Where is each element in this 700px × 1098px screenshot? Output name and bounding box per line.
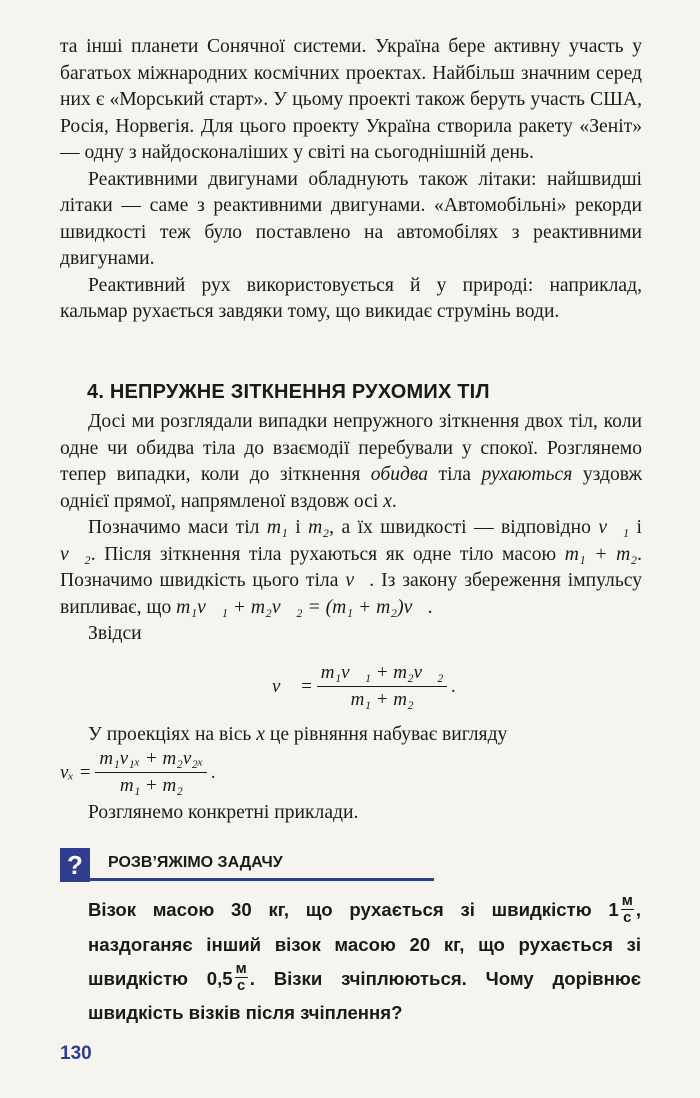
- text-span: .: [391, 490, 397, 512]
- text-span: тіла: [428, 464, 482, 485]
- section-heading: 4. НЕПРУЖНЕ ЗІТКНЕННЯ РУХОМИХ ТІЛ: [87, 381, 490, 403]
- task-header: [60, 848, 372, 882]
- axis-symbol: x: [256, 724, 265, 745]
- paragraph-nature: Реактивний рух використовується й у природі: наприклад, кальмар рухається завдяки тому, що викидає струмінь води.: [60, 274, 642, 322]
- paragraph-projection: [60, 722, 642, 749]
- page-number: 130: [60, 1043, 92, 1064]
- text-span: У проекціях на вісь: [88, 724, 257, 745]
- question-icon: ?: [60, 848, 90, 882]
- text-span: і: [629, 517, 643, 538]
- formula-denominator: m₁ + m₂: [350, 689, 414, 710]
- formula-end: .: [451, 675, 457, 697]
- paragraph-examples: Розглянемо конкретні приклади.: [88, 802, 359, 823]
- formula-fraction: [95, 748, 207, 797]
- examples-paragraph: [60, 800, 642, 827]
- paragraph-space-programs: та інші планети Сонячної системи. Україна бере активну участь у багатьох міжнародних космічних проектах. Найбільш значним серед них є «Морський старт». У цьому проекті також беруть участь США, Росія, Норвегія. Для цього проекту Україна створила ракету «Зеніт» — одну з найдосконаліших у світі на сьогоднішній день.: [60, 36, 642, 163]
- task-title: РОЗВ’ЯЖІМО ЗАДАЧУ: [108, 854, 283, 871]
- formula-fraction: [317, 662, 448, 711]
- section-body: [60, 409, 642, 648]
- velocity-formula: [272, 662, 456, 711]
- text-span: . Із закону збереження імпульсу випливає, що: [60, 570, 642, 618]
- unit-denominator: с: [237, 977, 246, 995]
- text-span: . Візки зчіплюються. Чому дорівнює швидкість візків після зчіплення?: [88, 967, 641, 1024]
- formula-lhs: v⃗ =: [272, 675, 313, 697]
- mass-sum: m₁ + m₂: [564, 543, 638, 565]
- unit-fraction: [621, 893, 634, 926]
- formula-end: .: [211, 761, 217, 783]
- formula-lhs: vₓ =: [60, 761, 92, 783]
- velocity-symbol: v⃗₁: [598, 517, 630, 538]
- task-problem: [88, 893, 641, 1030]
- formula-numerator: m₁v⃗₁ + m₂v⃗₂: [317, 662, 448, 687]
- formula-numerator: m₁v₁ₓ + m₂v₂ₓ: [95, 748, 207, 773]
- projection-paragraph: [60, 722, 642, 749]
- momentum-equation: m₁v⃗₁ + m₂v⃗₂ = (m₁ + m₂)v⃗: [176, 596, 428, 618]
- paragraph-jet-aircraft: Реактивними двигунами обладнують також літаки: найшвидші літаки — саме з реактивними двигунами. «Автомобільні» рекорди швидкості теж було поставлено на автомобілях з реактивними двигунами.: [60, 168, 642, 269]
- formula-denominator: m₁ + m₂: [119, 775, 183, 796]
- unit-denominator: с: [623, 908, 632, 926]
- projection-formula: [60, 748, 216, 797]
- text-span: . Позначимо швидкість цього тіла: [60, 543, 642, 591]
- paragraph-intro-collision: [60, 409, 642, 515]
- emphasis-text: обидва: [370, 464, 429, 485]
- intro-paragraphs: [60, 34, 642, 326]
- paragraph-hence: Звідси: [88, 623, 142, 644]
- unit-numerator: м: [235, 960, 247, 978]
- text-span: .: [427, 596, 433, 618]
- mass-symbol: m₁: [266, 517, 288, 538]
- text-span: і: [287, 517, 309, 538]
- velocity-symbol: v⃗₂: [60, 543, 91, 565]
- text-span: Позначимо маси тіл: [88, 517, 267, 538]
- text-span: , наздоганяє інший візок масою 20 кг, що рухається зі швидкістю 0,5: [88, 899, 641, 989]
- text-span: уздовж однієї прямої, напрямленої вздовж осі: [60, 464, 642, 512]
- unit-numerator: м: [621, 891, 633, 909]
- text-span: . Після зіткнення тіла рухаються як одне тіло масою: [90, 543, 565, 565]
- unit-fraction: [235, 961, 248, 994]
- text-span: Досі ми розглядали випадки непружного зіткнення двох тіл, коли одне чи обидва тіла до взаємодії перебували у спокої. Розглянемо тепер випадки, коли до зіткнення: [60, 411, 642, 485]
- mass-symbol: m₂: [308, 517, 330, 538]
- text-span: , а їх швидкості — відповідно: [329, 517, 599, 538]
- paragraph-notation: [60, 515, 642, 621]
- axis-symbol: x: [383, 490, 392, 512]
- text-span: Візок масою 30 кг, що рухається зі швидкістю 1: [88, 899, 619, 920]
- text-span: це рівняння набуває вигляду: [264, 724, 508, 745]
- velocity-symbol: v⃗: [345, 570, 370, 591]
- task-underline: [90, 878, 434, 881]
- emphasis-text: рухаються: [481, 464, 573, 485]
